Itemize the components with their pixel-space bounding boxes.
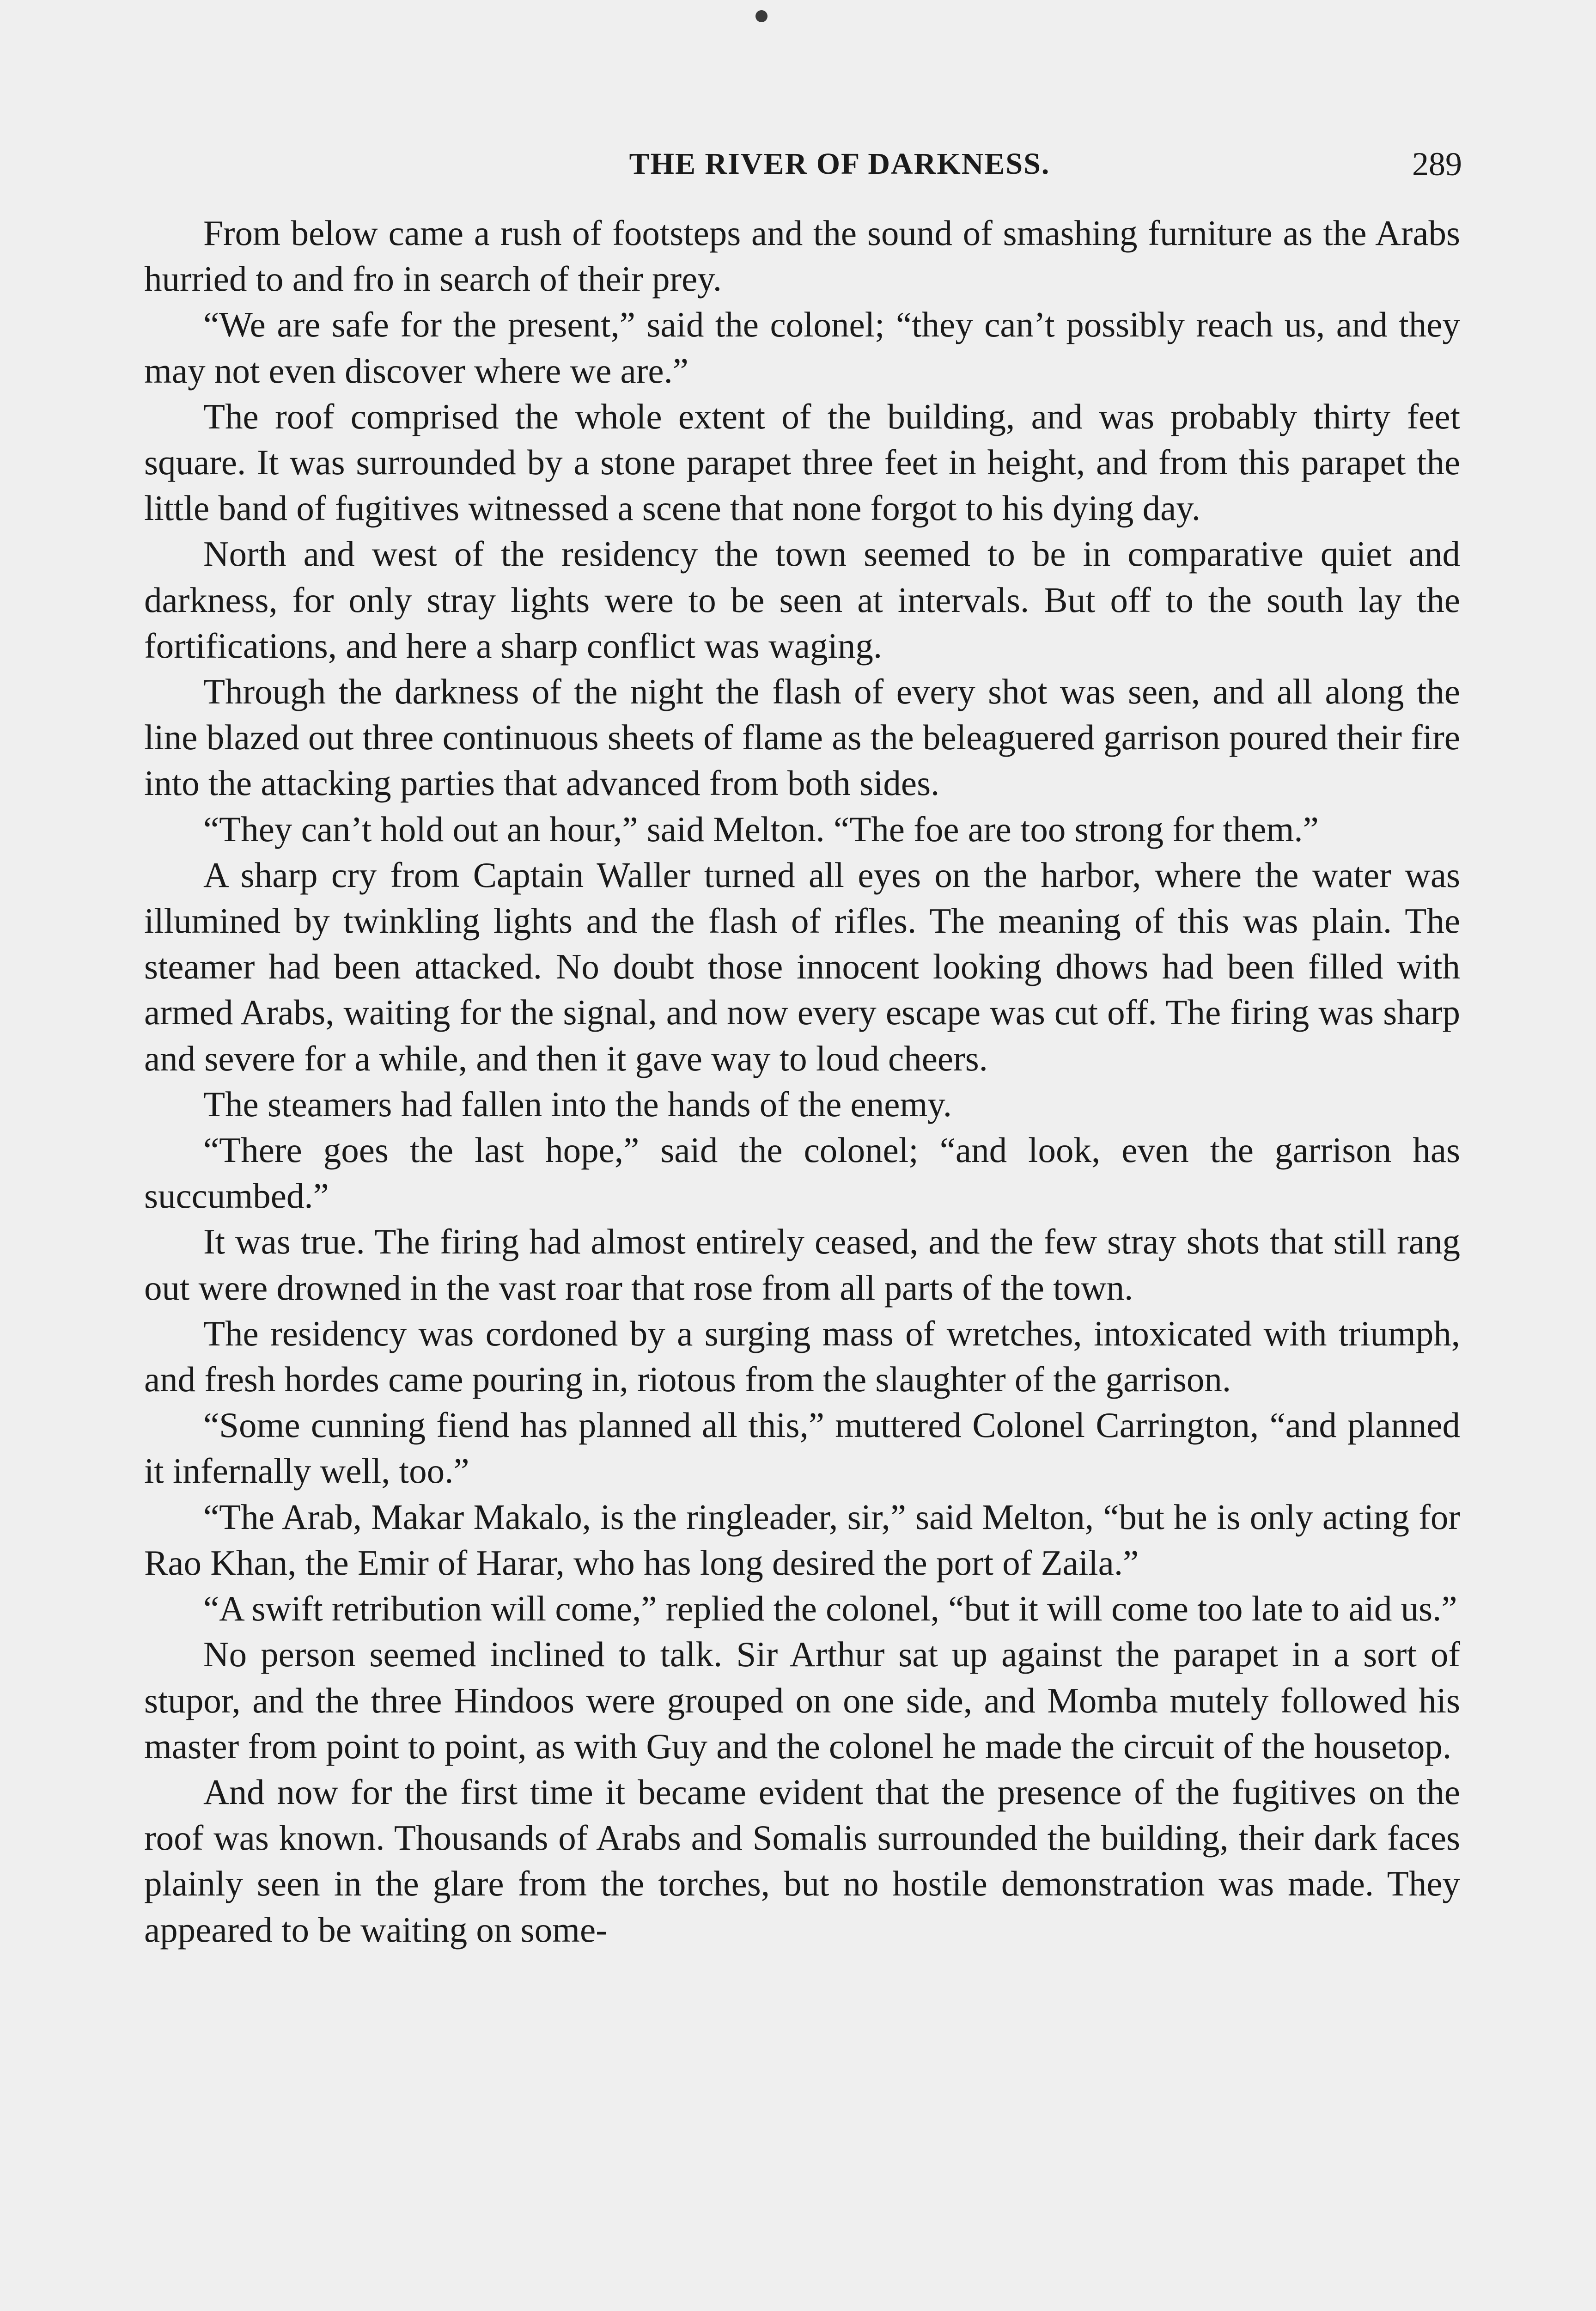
paragraph: From below came a rush of footsteps and the sound of smashing furniture as the Arabs hurried to and fro in search of their prey. — [144, 213, 1460, 299]
paragraph: The steamers had fallen into the hands of the enemy. — [203, 1084, 952, 1124]
paragraph: No person seemed inclined to talk. Sir Arthur sat up against the parapet in a sort of stupor, and the three Hindoos were grouped on one side, and Momba mutely followed his master from point to point, as with Guy and the colonel he made the circuit of the housetop. — [144, 1634, 1460, 1766]
paragraph: The residency was cordoned by a surging mass of wretches, intoxicated with triumph, and fresh hordes came pouring in, riotous from the slaughter of the garrison. — [144, 1313, 1460, 1400]
paragraph: The roof comprised the whole extent of the building, and was probably thirty feet square. It was surrounded by a stone parapet three feet in height, and from this parapet the little band of fugitives witnessed a scene that none forgot to his dying day. — [144, 396, 1460, 528]
paragraph: A sharp cry from Captain Waller turned all eyes on the harbor, where the water was illumined by twinkling lights and the flash of rifles. The meaning of this was plain. The steamer had been attacked. No doubt those innocent looking dhows had been filled with armed Arabs, waiting for the signal, and now every escape was cut off. The firing was sharp and severe for a while, and then it gave way to loud cheers. — [144, 855, 1460, 1078]
paragraph: “Some cunning fiend has planned all this,” muttered Colonel Carrington, “and planned it infernally well, too.” — [144, 1405, 1460, 1491]
paragraph: “They can’t hold out an hour,” said Melton. “The foe are too strong for them.” — [203, 809, 1319, 849]
paragraph: “The Arab, Makar Makalo, is the ringleader, sir,” said Melton, “but he is only acting for Rao Khan, the Emir of Harar, who has long desired the port of Zaila.” — [144, 1497, 1460, 1583]
ink-speck — [755, 10, 768, 22]
page-header — [0, 139, 1596, 190]
paragraph: North and west of the residency the town seemed to be in comparative quiet and darkness, for only stray lights were to be seen at intervals. But off to the south lay the fortifications, and here a sharp conflict was waging. — [144, 534, 1460, 666]
page-number: 289 — [1412, 146, 1462, 183]
paragraph: Through the darkness of the night the flash of every shot was seen, and all along the line blazed out three continuous sheets of flame as the beleaguered garrison poured their fire into the attacking parties that advanced from both sides. — [144, 672, 1460, 803]
running-title: THE RIVER OF DARKNESS. — [629, 147, 1050, 181]
paragraph: “We are safe for the present,” said the colonel; “they can’t possibly reach us, and they may not even discover where we are.” — [144, 305, 1460, 391]
paragraph: And now for the first time it became evident that the presence of the fugitives on the roof was known. Thousands of Arabs and Somalis surrounded the building, their dark faces plainly seen in the glare from the torches, but no hostile demonstration was made. They appeared to be waiting on some- — [144, 1772, 1460, 1950]
paragraph: It was true. The firing had almost entirely ceased, and the few stray shots that still rang out were drowned in the vast roar that rose from all parts of the town. — [144, 1222, 1460, 1308]
paragraph: “There goes the last hope,” said the colonel; “and look, even the garrison has succumbed.” — [144, 1130, 1460, 1216]
body-text — [144, 210, 1460, 1953]
paragraph: “A swift retribution will come,” replied the colonel, “but it will come too late to aid us.” — [203, 1589, 1457, 1629]
